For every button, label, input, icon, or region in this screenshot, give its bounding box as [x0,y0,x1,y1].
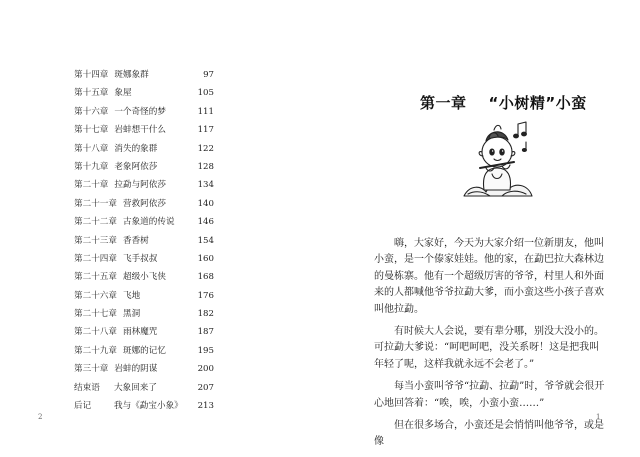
toc-title: 飞手叔叔 [122,253,158,264]
paragraph: 有时候大人会说，要有辈分哪，别没大没小的。可拉勐大爹说：“呵吧呵吧，没关系呀！这是把我叫年轻了呢，这样我就永远不会老了。” [374,326,604,370]
toc-title: 古象道的传说 [122,217,175,228]
toc-chapter: 后记 [74,401,92,412]
toc-chapter: 第二十二章 [74,217,117,228]
toc-row [74,305,214,323]
toc-row [74,397,214,415]
toc-row [74,158,214,176]
toc-row [74,232,214,250]
toc-title: 一个奇怪的梦 [114,106,166,117]
chapter-number: 第一章 [420,94,467,112]
toc-title: 拉勐与阿依莎 [114,180,166,191]
table-of-contents [74,66,214,415]
toc-page: 187 [197,327,214,338]
toc-row [74,268,214,286]
toc-page: 146 [197,217,214,228]
toc-page: 207 [197,382,214,393]
right-page-number: 1 [596,413,601,421]
toc-chapter: 第十八章 [74,143,109,154]
toc-chapter: 结束语 [74,382,100,393]
toc-row [74,84,214,102]
toc-chapter: 第二十九章 [74,345,117,356]
toc-page: 160 [197,253,214,264]
toc-row [74,250,214,268]
toc-title: 营救阿依莎 [122,198,166,209]
toc-page: 97 [203,70,214,80]
toc-title: 象屋 [114,88,132,99]
toc-page: 111 [197,106,214,117]
toc-title: 雨林魔咒 [122,327,158,338]
toc-title: 飞地 [122,290,141,301]
boy-with-flute-illustration [456,116,538,208]
toc-chapter: 第二十七章 [74,309,117,320]
toc-page: 122 [197,143,214,154]
toc-page: 105 [197,88,214,99]
toc-title: 老象阿依莎 [114,161,158,172]
toc-row [74,176,214,194]
toc-title: 斑娜的记忆 [122,345,166,356]
toc-row [74,379,214,397]
toc-chapter: 第二十一章 [74,198,117,209]
toc-title: 消失的象群 [114,143,158,154]
toc-chapter: 第二十章 [74,180,109,191]
toc-title: 香香树 [122,235,149,246]
toc-chapter: 第二十八章 [74,327,117,338]
toc-row [74,121,214,139]
toc-row [74,323,214,341]
toc-page: 200 [197,364,214,375]
toc-chapter: 第十九章 [74,161,109,172]
left-page-number: 2 [38,413,43,421]
toc-row [74,66,214,84]
toc-title: 大象回来了 [114,382,157,393]
toc-page: 176 [197,290,214,301]
chapter-heading [420,92,587,113]
paragraph: 每当小蛮叫爷爷“拉勐、拉勐”时，爷爷就会很开心地回答着：“唉，唉，小蛮小蛮……” [374,381,605,409]
toc-page: 154 [197,235,214,246]
toc-row [74,103,214,121]
toc-chapter: 第二十五章 [74,272,117,283]
toc-chapter: 第十六章 [74,106,109,117]
paragraph: 嗨，大家好，今天为大家介绍一位新朋友，他叫小蛮，是一个傣家娃娃。他的家，在勐巴拉大森林边的曼栋寨。他有一个超级厉害的爷爷，村里人和外面来的人都喊他爷爷拉勐大爹，而小蛮这些小孩子喜欢叫他拉勐。 [374,238,604,315]
toc-chapter: 第十四章 [74,70,109,80]
paragraph: 但在很多场合，小蛮还是会悄悄叫他爷爷，或是像 [374,420,604,448]
toc-row [74,140,214,158]
chapter-title: “小树精”小蛮 [488,94,587,112]
toc-chapter: 第三十章 [74,364,109,375]
toc-page: 140 [197,198,214,209]
toc-row [74,213,214,231]
toc-title: 斑娜象群 [114,70,149,80]
left-page [0,0,320,451]
toc-page: 195 [197,345,214,356]
toc-page: 117 [197,125,214,136]
toc-title: 超级小飞侠 [122,272,166,283]
toc-page: 134 [197,180,214,191]
toc-chapter: 第十七章 [74,125,109,136]
toc-title: 我与《勐宝小象》 [114,401,183,412]
toc-chapter: 第二十三章 [74,235,117,246]
toc-row [74,287,214,305]
toc-row [74,195,214,213]
toc-row [74,360,214,378]
toc-page: 213 [197,401,214,412]
toc-row [74,342,214,360]
toc-title: 黑洞 [122,309,141,320]
chapter-body-text [374,236,606,457]
toc-chapter: 第二十六章 [74,290,117,301]
toc-page: 128 [197,161,214,172]
toc-chapter: 第十五章 [74,88,109,99]
toc-page: 182 [197,309,214,320]
toc-title: 岩蚌的阴谋 [114,364,158,375]
toc-page: 168 [197,272,214,283]
toc-title: 岩蚌想干什么 [114,125,166,136]
toc-chapter: 第二十四章 [74,253,117,264]
